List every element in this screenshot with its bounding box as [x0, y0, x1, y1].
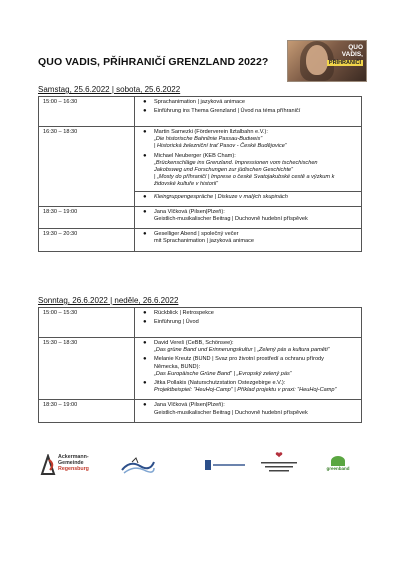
- item-text: David Vereš (CeBB, Schönsee):: [154, 340, 234, 346]
- schedule-table-sunday: [38, 307, 362, 423]
- poster-title-line2: VADIS,: [341, 51, 363, 58]
- slot-content: [135, 206, 362, 228]
- list-item: [139, 402, 358, 416]
- navy-bar-icon: [205, 460, 211, 470]
- navy-logo-text-icon: [213, 463, 245, 467]
- ackermann-mark-icon: [40, 454, 56, 476]
- list-item: [139, 356, 358, 378]
- bullet-icon: ●: [143, 356, 147, 363]
- ackermann-gemeinde-logo: [40, 452, 100, 480]
- list-item: [139, 129, 358, 151]
- schedule-row: [39, 400, 362, 422]
- slot-time: 15:00 – 15:30: [39, 308, 135, 338]
- heart-logo-text-icon: [259, 461, 299, 473]
- item-text: Jana Vlčková (Pilsen|Plzeň):: [154, 402, 225, 409]
- bullet-icon: ●: [143, 208, 147, 215]
- slot-content: [135, 400, 362, 422]
- green-band-label: greenband: [326, 466, 350, 471]
- item-text: Rückblick | Retrospekce: [154, 310, 214, 316]
- list-item: [135, 191, 361, 201]
- day-heading-sunday: Sonntag, 26.6.2022 | neděle, 26.6.2022: [38, 296, 179, 305]
- slot-time: 19:30 – 20:30: [39, 229, 135, 251]
- item-text: Geselliger Abend | společný večer: [154, 231, 239, 238]
- slot-content: [135, 338, 362, 400]
- slot-content: [135, 308, 362, 338]
- bullet-icon: ●: [143, 152, 147, 159]
- slot-time: 15:30 – 18:30: [39, 338, 135, 400]
- bullet-icon: ●: [143, 231, 147, 238]
- item-text: Kleingruppengespräche | Diskuze v malých skupinách: [154, 193, 288, 200]
- schedule-row: [39, 97, 362, 127]
- list-item: [139, 231, 358, 245]
- bullet-icon: ●: [143, 99, 147, 105]
- item-text: Melanie Kreutz (BUND | Svaz pro životní prostředí a ochranu přírody: [154, 356, 324, 363]
- green-band-logo: [318, 456, 358, 480]
- schedule-row: [39, 308, 362, 338]
- heart-icon: ❤: [275, 450, 283, 460]
- schedule-row: [39, 206, 362, 228]
- item-text: Michael Neuberger (KEB Cham):: [154, 152, 236, 159]
- item-subtext: „Brückenschläge ins Grenzland. Impressionen vom tschechischen: [154, 159, 318, 166]
- partner-logos: [0, 448, 400, 488]
- item-text: Einführung ins Thema Grenzland | Úvod na téma příhraničí: [154, 108, 301, 115]
- item-subtext: | Historická železniční trať Pasov - České Budějovice“: [154, 143, 287, 150]
- slot-time: 18:30 – 19:00: [39, 206, 135, 228]
- bullet-icon: ●: [143, 402, 147, 409]
- slot-content: [135, 97, 362, 127]
- item-subtext: Geistlich-musikalischer Beitrag | Duchovně hudební příspěvek: [154, 216, 308, 223]
- poster-title-line1: QUO: [348, 44, 363, 51]
- item-subtext: Německa, BUND):: [154, 363, 201, 370]
- item-subtext: „Das Europäische Grüne Band“ | „Evropský zelený pás“: [154, 370, 292, 377]
- item-subtext: mit Sprachanimation | jazyková animace: [154, 238, 255, 245]
- swoosh-logo-icon: [120, 456, 156, 476]
- item-text: Jitka Pollakis (Naturschutzstation Ostezgebirge e.V.):: [154, 380, 286, 387]
- list-item: [139, 153, 358, 189]
- document-title: QUO VADIS, PŘÍHRANIČÍ GRENZLAND 2022?: [38, 56, 269, 68]
- ackermann-line1: Ackermann-: [58, 454, 89, 460]
- poster-face-shape: [306, 45, 328, 75]
- bullet-icon: ●: [143, 380, 147, 387]
- list-item: [139, 310, 358, 317]
- slot-content: [135, 229, 362, 251]
- sponsor-logo-navy: [205, 458, 247, 474]
- slot-time: 18:30 – 19:00: [39, 400, 135, 422]
- event-poster-image: [287, 40, 367, 82]
- item-text: Einführung | Úvod: [154, 319, 199, 326]
- ackermann-line3: Regensburg: [58, 466, 89, 473]
- item-subtext: Jakobsweg und Forschungen zur jüdischen Geschichte“: [154, 167, 293, 174]
- list-item: [139, 108, 358, 115]
- schedule-row: [39, 338, 362, 400]
- bullet-icon: ●: [143, 108, 147, 115]
- list-item: [139, 209, 358, 223]
- list-item: [139, 380, 358, 394]
- schedule-row: [39, 127, 362, 207]
- bullet-icon: ●: [143, 340, 147, 346]
- item-subtext: Geistlich-musikalischer Beitrag | Duchovně hudební příspěvek: [154, 409, 308, 416]
- poster-highlight: PŘÍHRANIČÍ: [328, 60, 361, 66]
- item-text: Jana Vlčková (Pilsen|Plzeň):: [154, 208, 225, 215]
- heart-logo: [258, 450, 300, 480]
- schedule-row: [39, 229, 362, 251]
- list-item: [139, 319, 358, 326]
- day-heading-saturday: Samstag, 25.6.2022 | sobota, 25.6.2022: [38, 85, 181, 94]
- item-text: Sprachanimation | jazyková animace: [154, 99, 245, 105]
- schedule-table-saturday: [38, 96, 362, 252]
- bullet-icon: ●: [143, 193, 147, 200]
- list-item: [139, 99, 358, 106]
- item-subtext: „Die historische Bahnlinie Passau-Budweis“: [154, 136, 263, 143]
- item-subtext: „Das grüne Band und Erinnerungskultur | „Zelený pás a kultura paměti“: [154, 347, 330, 354]
- bullet-icon: ●: [143, 310, 147, 316]
- slot-time: 16:30 – 18:30: [39, 127, 135, 207]
- green-band-icon: [331, 456, 345, 466]
- bullet-icon: ●: [143, 319, 147, 326]
- slot-content: [135, 127, 362, 207]
- poster-title: [327, 44, 363, 58]
- item-text: Martin Sarnezki (Förderverein Ilztalbahn e.V.):: [154, 129, 268, 135]
- item-subtext: Projektbeispiel: “HeuHoj-Camp” | Příklad projektu v praxi: “HeuHoj-Camp”: [154, 387, 337, 394]
- bullet-icon: ●: [143, 129, 147, 135]
- slot-time: 15:00 – 16:30: [39, 97, 135, 127]
- item-subtext: židovské kultuře v historii“: [154, 181, 219, 188]
- list-item: [139, 340, 358, 354]
- item-subtext: | „Mosty do příhraničí | Imprese o české Svatojakubské cestě a výzkum k: [154, 174, 335, 181]
- ackermann-line2: Gemeinde: [58, 460, 84, 467]
